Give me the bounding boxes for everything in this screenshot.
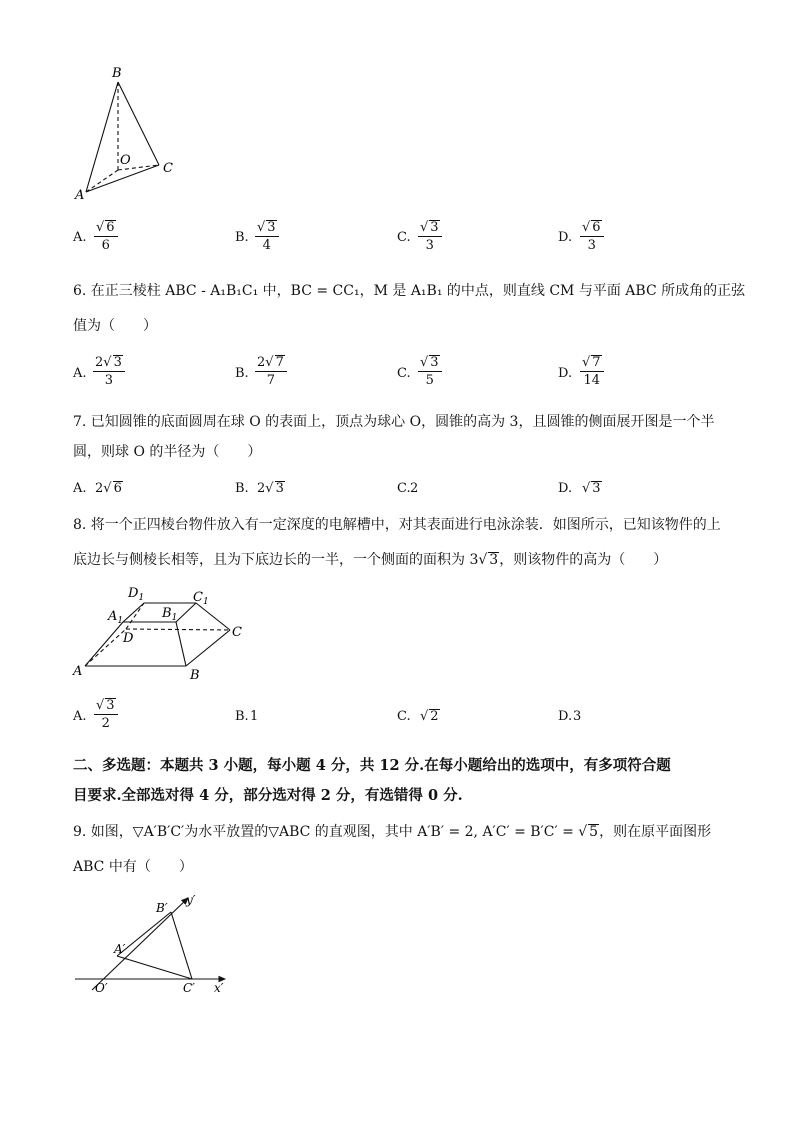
section-heading-line1: 二、多选题：本题共 3 小题，每小题 4 分，共 12 分.在每小题给出的选项中，有多项符合题 [73, 757, 671, 774]
q8-stem-line1: 8. 将一个正四棱台物件放入有一定深度的电解槽中，对其表面进行电泳涂装．如图所示，已知该物件的上 [73, 517, 721, 533]
vertex-label-c: C [163, 161, 173, 176]
label-y-prime: y′ [186, 893, 196, 907]
option-letter: B. [235, 366, 249, 381]
label-c1: $C_1$ [193, 590, 209, 607]
option-value: √ 2 [420, 709, 439, 724]
q8-stem-line2: 底边长与侧棱长相等，且为下底边长的一半，一个侧面的面积为 3√ 3，则该物件的高为（ ） [73, 552, 668, 568]
q9-stem-line2: ABC 中有（ ） [73, 859, 193, 875]
label-a: A [73, 664, 83, 679]
section-heading-line2: 目要求.全部选对得 4 分，部分选对得 2 分，有选错得 0 分. [73, 787, 463, 804]
option-letter: D. [558, 709, 573, 724]
q7-stem-line1: 7. 已知圆锥的底面圆周在球 O 的表面上，顶点为球心 O，圆锥的高为 3，且圆锥的侧面展开图是一个半 [73, 414, 715, 430]
option-letter: C. [397, 481, 411, 496]
option-letter: D. [558, 481, 573, 496]
option-letter: C. [397, 230, 411, 245]
option-value: 3 [573, 709, 582, 724]
vertex-label-b: B [112, 66, 122, 81]
label-o-prime: O′ [95, 981, 108, 995]
option-letter: C. [397, 709, 411, 724]
label-d: D [123, 631, 134, 646]
label-a1: $A_1$ [108, 609, 124, 626]
fraction: $\frac{2√ 3}{3}$ [93, 354, 125, 389]
option-letter: C. [397, 366, 411, 381]
fraction: $\frac{2√ 7}{7}$ [255, 354, 287, 389]
label-b-prime: B′ [156, 901, 168, 915]
label-b: B [190, 668, 200, 683]
label-b1: $B_1$ [162, 606, 178, 623]
fraction: $\frac{√ 3}{2}$ [94, 697, 118, 732]
fraction: $\frac{√ 3}{3}$ [418, 219, 442, 254]
frustum-figure [68, 585, 258, 685]
q7-stem-line2: 圆，则球 O 的半径为（ ） [73, 444, 262, 460]
option-letter: A. [73, 366, 87, 381]
option-value: 2√ 6 [95, 481, 122, 496]
option-value: 2√ 3 [257, 481, 284, 496]
option-letter: B. [235, 709, 249, 724]
option-letter: D. [558, 230, 573, 245]
option-letter: D. [558, 366, 573, 381]
option-letter: B. [235, 481, 249, 496]
option-value: 2 [410, 481, 419, 496]
label-c-prime: C′ [183, 981, 195, 995]
option-letter: B. [235, 230, 249, 245]
q6-stem-line2: 值为（ ） [73, 318, 157, 334]
fraction: $\frac{√ 3}{5}$ [418, 354, 442, 389]
vertex-label-a: A [75, 188, 85, 203]
option-letter: A. [73, 709, 87, 724]
label-c: C [232, 625, 242, 640]
fraction: $\frac{√ 7}{14}$ [580, 354, 604, 389]
option-value: √ 3 [582, 481, 601, 496]
q9-stem-line1: 9. 如图，▽A′B′C′为水平放置的▽ABC 的直观图，其中 A′B′ = 2, A′C′ = B′C′ = √ 5，则在原平面图形 [73, 824, 712, 840]
vertex-label-o: O [120, 153, 131, 168]
fraction: $\frac{√ 6}{6}$ [94, 219, 118, 254]
label-a-prime: A′ [114, 942, 126, 956]
fraction: $\frac{√ 3}{4}$ [255, 219, 279, 254]
fraction: $\frac{√ 6}{3}$ [580, 219, 604, 254]
option-letter: A. [73, 230, 87, 245]
oblique-projection-figure [70, 890, 240, 1000]
option-letter: A. [73, 481, 87, 496]
label-d1: $D_1$ [128, 586, 145, 603]
tetrahedron-figure [70, 62, 190, 204]
label-x-prime: x′ [214, 981, 224, 995]
q6-stem-line1: 6. 在正三棱柱 ABC - A₁B₁C₁ 中，BC = CC₁，M 是 A₁B₁ 的中点，则直线 CM 与平面 ABC 所成角的正弦 [73, 283, 746, 299]
option-value: 1 [250, 709, 259, 724]
